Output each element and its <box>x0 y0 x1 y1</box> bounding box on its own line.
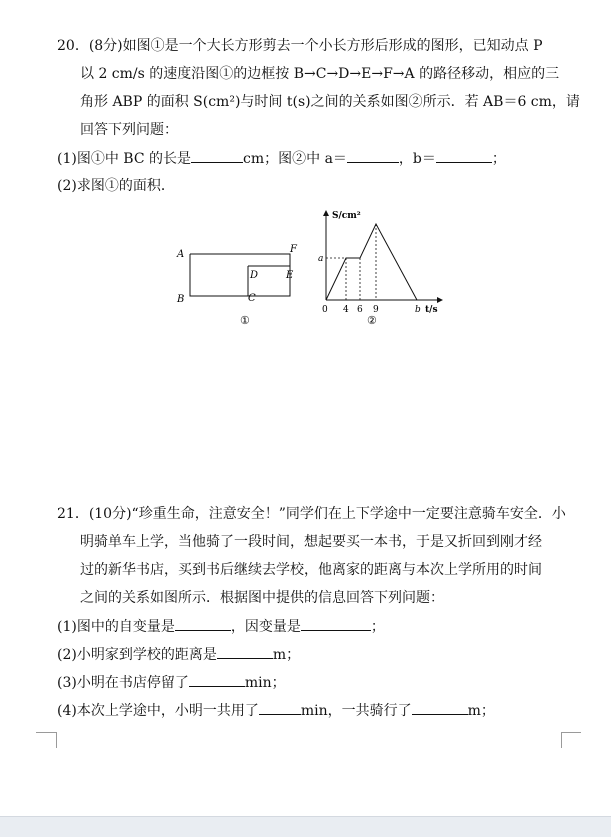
answer-blank[interactable] <box>436 150 492 163</box>
q21-part-2-text-a: (2)小明家到学校的距离是 <box>57 647 217 663</box>
q21-part-1-text-a: (1)图中的自变量是 <box>57 619 175 635</box>
crop-mark-left-vertical <box>36 732 57 748</box>
fig1-label-d: D <box>250 270 259 281</box>
fig1-label-a: A <box>177 249 185 260</box>
fig1-label-c: C <box>248 293 256 304</box>
crop-mark-right-horizontal <box>561 732 581 733</box>
fig2-xlabel: t/s <box>425 305 438 315</box>
q21-part-3-text-a: (3)小明在书店停留了 <box>57 675 189 691</box>
q20-line-3: 角形 ABP 的面积 S(cm²)与时间 t(s)之间的关系如图②所示．若 AB＝6 cm，请 <box>80 94 580 110</box>
q20-part-1-text-b: cm；图②中 a＝ <box>243 151 347 167</box>
q21-part-4-text-a: (4)本次上学途中，小明一共用了 <box>57 703 259 719</box>
fig2-tick-6: 6 <box>357 305 363 315</box>
q21-part-2 <box>57 646 300 663</box>
fig2-ylabel: S/cm² <box>332 211 361 221</box>
crop-mark-right-vertical <box>561 732 582 748</box>
q21-part-1-text-b: ，因变量是 <box>230 619 301 635</box>
window-status-bar <box>0 816 611 837</box>
figure-2 <box>312 208 444 328</box>
fig2-tick-9: 9 <box>373 305 379 315</box>
figure-1 <box>170 240 310 330</box>
q20-part-1 <box>57 150 506 167</box>
q21-line-1: 21．(10分)“珍重生命，注意安全！”同学们在上下学途中一定要注意骑车安全．小 <box>57 506 566 522</box>
fig2-tick-b: b <box>415 305 421 315</box>
answer-blank[interactable] <box>301 618 371 631</box>
fig1-label-f: F <box>290 244 297 255</box>
q21-part-2-text-b: m； <box>272 647 301 663</box>
q20-part-1-text-a: (1)图①中 BC 的长是 <box>57 151 191 167</box>
answer-blank[interactable] <box>189 674 245 687</box>
answer-blank[interactable] <box>259 702 301 715</box>
q21-part-1-text-c: ； <box>370 619 385 635</box>
fig1-caption: ① <box>240 314 250 327</box>
fig2-tick-4: 4 <box>343 305 349 315</box>
q21-part-3 <box>57 674 286 691</box>
q21-line-4: 之间的关系如图所示．根据图中提供的信息回答下列问题： <box>80 590 444 606</box>
fig1-label-e: E <box>286 270 294 281</box>
q21-part-3-text-b: min； <box>244 675 286 691</box>
q20-line-4: 回答下列问题： <box>80 122 178 138</box>
q21-line-2: 明骑单车上学，当他骑了一段时间，想起要买一本书，于是又折回到刚才经 <box>80 534 542 550</box>
crop-mark-left-horizontal <box>36 732 56 733</box>
answer-blank[interactable] <box>347 150 399 163</box>
q21-line-3: 过的新华书店，买到书后继续去学校，他离家的距离与本次上学所用的时间 <box>80 562 542 578</box>
q20-part-1-text-c: ，b＝ <box>398 151 436 167</box>
q21-part-4-text-b: min，一共骑行了 <box>300 703 412 719</box>
q20-part-1-text-d: ； <box>491 151 506 167</box>
answer-blank[interactable] <box>412 702 468 715</box>
q20-line-1: 20．(8分)如图①是一个大长方形剪去一个小长方形后形成的图形，已知动点 P <box>57 38 543 54</box>
q20-line-2: 以 2 cm/s 的速度沿图①的边框按 B→C→D→E→F→A 的路径移动，相应的三 <box>80 66 560 82</box>
q21-part-4 <box>57 702 495 719</box>
fig2-tick-0: 0 <box>322 305 328 315</box>
fig2-caption: ② <box>367 314 377 327</box>
answer-blank[interactable] <box>175 618 231 631</box>
q21-part-4-text-c: m； <box>467 703 495 719</box>
fig2-a-label: a <box>318 254 324 264</box>
q21-part-1 <box>57 618 385 635</box>
answer-blank[interactable] <box>191 150 243 163</box>
fig1-label-b: B <box>177 294 185 305</box>
answer-blank[interactable] <box>217 646 273 659</box>
q20-part-2: (2)求图①的面积． <box>57 178 175 194</box>
